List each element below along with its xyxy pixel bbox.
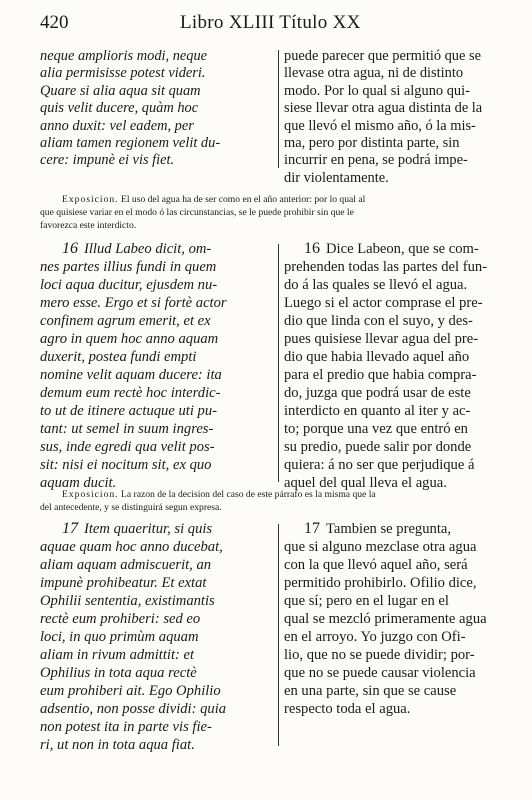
text-line: que no se puede causar violencia xyxy=(284,665,476,681)
exposicion-label: Exposicion. xyxy=(62,489,119,500)
text-line: non potest ita in parte vis fie- xyxy=(40,719,212,735)
exposicion-note-1 xyxy=(40,193,502,232)
text-line: para el predio que habia compra- xyxy=(284,367,477,383)
text-line: ma, pero por distinta parte, sin xyxy=(284,134,460,151)
text-line: mero esse. Ergo et si fortè actor xyxy=(40,295,227,311)
text-line: prehenden todas las partes del fun- xyxy=(284,259,488,275)
text-line: dio que habia llevado aquel año xyxy=(284,349,470,365)
text-line: rectè eum prohiberi: sed eo xyxy=(40,611,201,627)
text-line: lio, que no se puede dividir; por- xyxy=(284,647,475,663)
text-line: puede parecer que permitió que se xyxy=(284,48,481,64)
text-line: agro in quem hoc anno aquam xyxy=(40,331,219,347)
text-line: to ut de itinere actuque uti pu- xyxy=(40,403,217,419)
latin-column xyxy=(40,48,272,170)
text-line: aliam tamen regionem velit du- xyxy=(40,134,221,151)
section-block-2 xyxy=(40,240,502,491)
text-line: impunè prohibeatur. Et extat xyxy=(40,575,207,591)
section-block-1 xyxy=(40,48,502,188)
column-divider xyxy=(278,244,279,482)
text-line: con la que llevó aquel año, será xyxy=(284,557,468,573)
text-line: Luego si el actor comprase el pre- xyxy=(284,295,483,311)
exposicion-label: Exposicion. xyxy=(62,194,119,205)
text-line: respecto toda el agua. xyxy=(284,701,411,717)
text-line: en el arroyo. Yo juzgo con Ofi- xyxy=(284,629,466,645)
text-line: loci aqua ducitur, ejusdem nu- xyxy=(40,277,218,293)
text-line: que llevó el mismo año, ó la mis- xyxy=(284,117,476,134)
text-line: Tambien se pregunta, xyxy=(326,521,452,537)
text-line: anno duxit: vel eadem, per xyxy=(40,117,194,134)
page-header xyxy=(40,10,502,36)
text-line: aquel del qual lleva el agua. xyxy=(284,475,447,491)
text-line: Dice Labeon, que se com- xyxy=(326,241,479,257)
text-line: aquam ducit. xyxy=(40,475,117,491)
latin-column xyxy=(40,240,272,492)
text-line: siese llevar otra agua distinta de la xyxy=(284,100,483,117)
note-line: El uso del agua ha de ser como en el año anterior: por lo qual al xyxy=(120,194,366,205)
running-title: Libro XLIII Título XX xyxy=(180,12,361,33)
text-line: demum eum rectè hoc interdic- xyxy=(40,385,221,401)
text-line: interdicto en quanto al iter y ac- xyxy=(284,403,471,419)
column-divider xyxy=(278,50,279,168)
page-number: 420 xyxy=(40,12,69,33)
text-line: alia permisisse potest videri. xyxy=(40,65,206,82)
text-line: dir violentamente. xyxy=(284,169,389,186)
text-line: que si alguno mezclase otra agua xyxy=(284,539,477,555)
text-line: duxerit, postea fundi empti xyxy=(40,349,197,365)
paragraph-number: 16 xyxy=(62,240,78,257)
text-line: sus, inde egredi qua velit pos- xyxy=(40,439,215,455)
spanish-column xyxy=(284,520,502,718)
exposicion-note-2 xyxy=(40,488,502,514)
column-divider xyxy=(278,524,279,746)
paragraph-number: 16 xyxy=(304,240,320,257)
text-line: Illud Labeo dicit, om- xyxy=(84,241,212,257)
text-line: aquae quam hoc anno ducebat, xyxy=(40,539,223,555)
text-line: incurrir en pena, se podrá impe- xyxy=(284,152,468,169)
text-line: quiera: á no ser que perjudique á xyxy=(284,457,475,473)
text-line: nomine velit aquam ducere: ita xyxy=(40,367,222,383)
note-line: que quisiese variar en el modo ó las circunstancias, se le puede prohibir sin que le xyxy=(40,207,354,218)
text-line: nes partes illius fundi in quem xyxy=(40,259,217,275)
text-line: confinem agrum emerit, et ex xyxy=(40,313,211,329)
text-line: aliam aquam admiscuerit, an xyxy=(40,557,212,573)
text-line: eum prohiberi ait. Ego Ophilio xyxy=(40,683,221,699)
text-line: modo. Por lo qual si alguno qui- xyxy=(284,82,470,99)
text-line: pues quisiese llevar agua del pre- xyxy=(284,331,479,347)
spanish-column xyxy=(284,48,502,187)
text-line: llevase otra agua, ni de distinto xyxy=(284,65,464,82)
text-line: to; porque una vez que entró en xyxy=(284,421,468,437)
section-block-3 xyxy=(40,520,502,760)
paragraph-number: 17 xyxy=(62,520,78,537)
text-line: Ophilius in tota aqua rectè xyxy=(40,665,197,681)
latin-column xyxy=(40,520,272,754)
text-line: neque amplioris modi, neque xyxy=(40,48,208,64)
text-line: dio que linda con el suyo, y des- xyxy=(284,313,473,329)
text-line: que sí; pero en el lugar en el xyxy=(284,593,449,609)
text-line: quis velit ducere, quàm hoc xyxy=(40,100,199,117)
text-line: adsentio, non posse dividi: quia xyxy=(40,701,227,717)
text-line: do, juzga que podrá usar de este xyxy=(284,385,471,401)
text-line: Item quaeritur, si quis xyxy=(84,521,213,537)
text-line: su predio, puede salir por donde xyxy=(284,439,472,455)
text-line: sit: nisi ei nocitum sit, ex quo xyxy=(40,457,212,473)
text-line: en una parte, sin que se cause xyxy=(284,683,457,699)
text-line: permitido prohibirlo. Ofilio dice, xyxy=(284,575,477,591)
text-line: loci, in quo primùm aquam xyxy=(40,629,199,645)
text-line: tant: ut semel in suum ingres- xyxy=(40,421,214,437)
text-line: ri, ut non in tota aqua fiat. xyxy=(40,737,195,753)
spanish-column xyxy=(284,240,502,492)
text-line: do á las quales se llevó el agua. xyxy=(284,277,468,293)
note-line: La razon de la decision del caso de este párrafo es la misma que la xyxy=(120,489,376,500)
paragraph-number: 17 xyxy=(304,520,320,537)
text-line: aliam in rivum admittit: et xyxy=(40,647,195,663)
text-line: qual se mezcló primeramente agua xyxy=(284,611,487,627)
text-line: Ophilii sententia, existimantis xyxy=(40,593,215,609)
note-line: del antecedente, y se distinguirá segun expresa. xyxy=(40,502,222,513)
note-line: favorezca este interdicto. xyxy=(40,220,137,231)
text-line: cere: impunè ei vis fiet. xyxy=(40,152,175,169)
text-line: Quare si alia aqua sit quam xyxy=(40,82,201,99)
